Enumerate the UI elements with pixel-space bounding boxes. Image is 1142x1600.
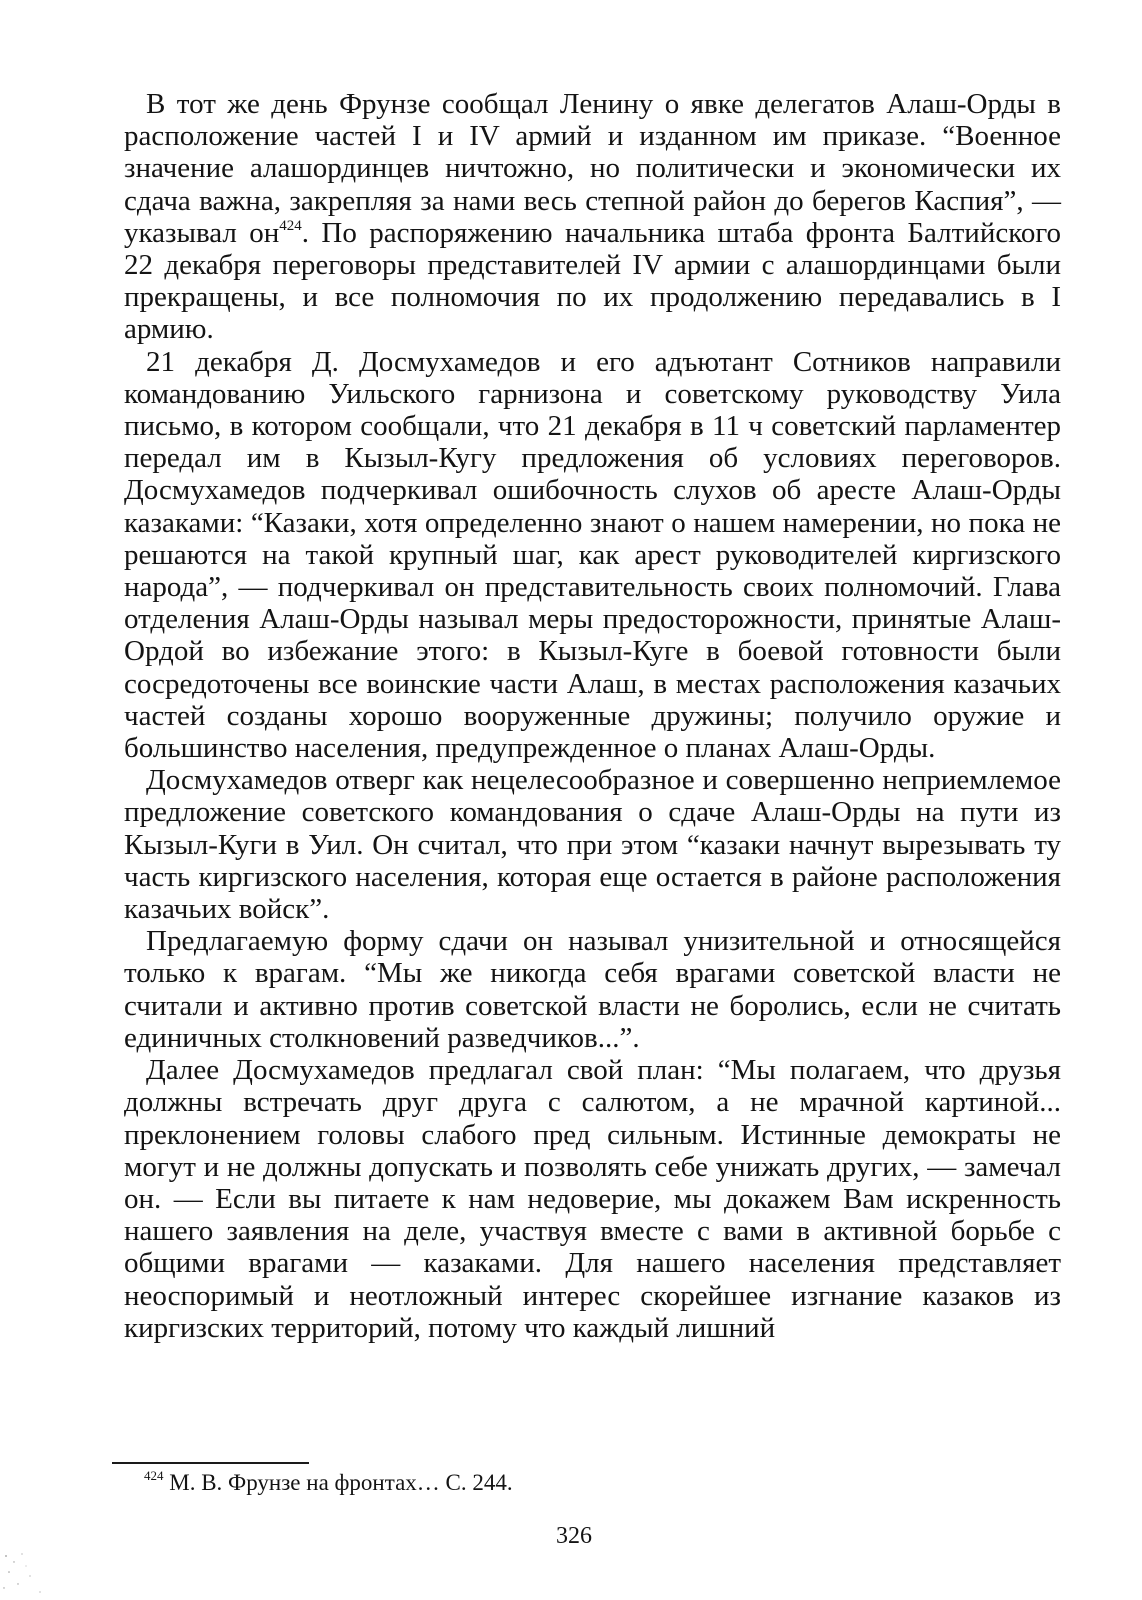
footnote xyxy=(144,1468,513,1498)
footnote-number: 424 xyxy=(144,1468,164,1483)
paragraph-1-text-continued: . По распоряжению начальника штаба фронта Балтийского 22 декабря переговоры представителей IV армии с алашординцами были прекращены, и все полномочия по их продолжению передавались в I армию. xyxy=(124,216,1061,346)
paragraph-3-text: Досмухамедов отверг как нецелесообразное и совершенно неприемлемое предложение советского командования о сдаче Алаш-Орды на пути из Кызыл-Куги в Уил. Он считал, что при этом “казаки начнут вырезывать ту часть киргизского населения, которая еще остается в районе расположения казачьих войск”. xyxy=(124,764,1061,926)
paragraph-3 xyxy=(124,764,1061,925)
paragraph-2-text: 21 декабря Д. Досмухамедов и его адъютант Сотников направили командованию Уильского гарнизона и советскому руководству Уила письмо, в котором сообщали, что 21 декабря в 11 ч советский парламентер передал им в Кызыл-Кугу предложения об условиях переговоров. Досмухамедов подчеркивал ошибочность слухов об аресте Алаш-Орды казаками: “Казаки, хотя определенно знают о нашем намерении, но пока не решаются на такой крупный шаг, как арест руководителей киргизского народа”, — подчеркивал он представительность своих полномочий. Глава отделения Алаш-Орды называл меры предосторожности, принятые Алаш-Ордой во избежание этого: в Кызыл-Куге в боевой готовности были сосредоточены все воинские части Алаш, в местах расположения казачьих частей созданы хорошо вооруженные дружины; получило оружие и большинство населения, предупрежденное о планах Алаш-Орды. xyxy=(124,345,1061,765)
scan-noise xyxy=(0,1548,60,1600)
paragraph-1-text: В тот же день Фрунзе сообщал Ленину о явке делегатов Алаш-Орды в расположение частей I и IV армий и изданном им приказе. “Военное значение алашординцев ничтожно, но политически и экономически их сдача важна, закрепляя за нами весь степной район до берегов Каспия”, — указывал он xyxy=(124,88,1061,249)
page-number: 326 xyxy=(556,1523,592,1549)
paragraph-1 xyxy=(124,88,1061,346)
paragraph-2 xyxy=(124,346,1061,765)
paragraph-4-text: Предлагаемую форму сдачи он называл унизительной и относящейся только к врагам. “Мы же никогда себя врагами советской власти не считали и активно против советской власти не боролись, если не считать единичных столкновений разведчиков...”. xyxy=(124,925,1061,1054)
footnote-divider xyxy=(112,1462,309,1464)
footnote-text: М. В. Фрунзе на фронтах… С. 244. xyxy=(163,1470,513,1495)
main-text xyxy=(124,88,1061,1344)
paragraph-5-text: Далее Досмухамедов предлагал свой план: “Мы полагаем, что друзья должны встречать друг друга с салютом, а не мрачной картиной... преклонением головы слабого пред сильным. Истинные демократы не могут и не должны допускать и позволять себе унижать других, — замечал он. — Если вы питаете к нам недоверие, мы докажем Вам искренность нашего заявления на деле, участвуя вместе с вами в активной борьбе с общими врагами — казаками. Для нашего населения представляет неоспоримый и неотложный интерес скорейшее изгнание казаков из киргизских территорий, потому что каждый лишний xyxy=(124,1054,1061,1344)
paragraph-5 xyxy=(124,1054,1061,1344)
footnote-reference: 424 xyxy=(279,217,302,234)
paragraph-4 xyxy=(124,925,1061,1054)
